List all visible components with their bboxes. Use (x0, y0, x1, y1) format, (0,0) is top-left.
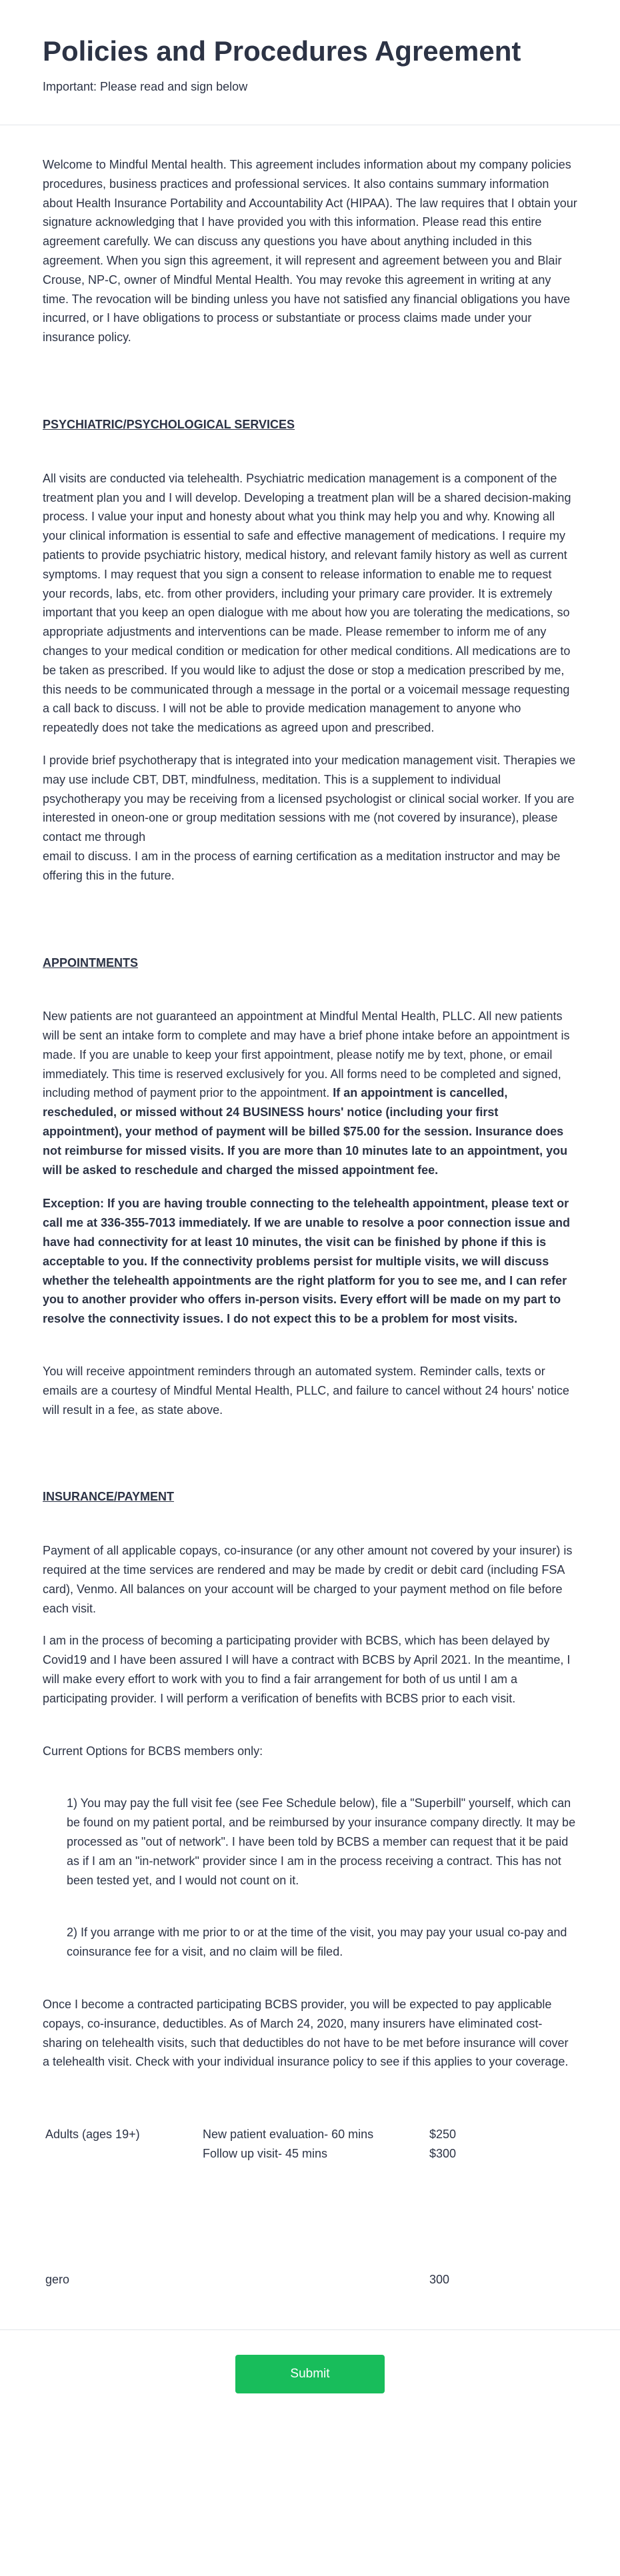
insurance-heading: INSURANCE/PAYMENT (43, 1490, 175, 1504)
insurance-paragraph-2: I am in the process of becoming a participating provider with BCBS, which has been delayed by Covid19 and I have been assured I will have a contract with BCBS by April 2021. In the meantime, I will make every effort to work with you to find a fair arrangement for both of us until I am a participating provider. I will perform a verification of benefits with BCBS prior to each visit. (43, 1634, 571, 1705)
intro-paragraph: Welcome to Mindful Mental health. This agreement includes information about my company policies procedures, business practices and professional services. It also contains summary information about Health Insurance Portability and Accountability Act (HIPAA). The law requires that I obtain your signature acknowledging that I have provided you with this information. Please read this entire agreement carefully. We can discuss any questions you have about anything included in this agreement. When you sign this agreement, it will represent and agreement between you and Blair Crouse, NP-C, owner of Mindful Mental Health. You may revoke this agreement in writing at any time. The revocation will be binding unless you have not satisfied any financial obligations you have incurred, or I have obligations to process or substantiate or process claims made under your insurance policy. (43, 158, 577, 344)
appointments-text: New patients are not guaranteed an appointment at Mindful Mental Health, PLLC. All new patients will be sent an intake form to complete and may have a brief phone intake before an appointment is made. If you are unable to keep your first appointment, please notify me by text, phone, or email immediately. This time is reserved exclusively for you. All forms need to be completed and signed, including method of payment prior to the appointment. (43, 1009, 570, 1100)
fee-schedule-table (43, 2125, 577, 2164)
agreement-body (0, 155, 620, 2289)
bcbs-options-label: Current Options for BCBS members only: (43, 1744, 263, 1758)
bcbs-option-1: 1) You may pay the full visit fee (see Fee Schedule below), file a "Superbill" yourself, which can be found on my patient portal, and be reimbursed by your insurance company directly. It may be processed as "out of network". I have been told by BCBS a member can request that it be paid as if I am an "in-network" provider since I am in the process receiving a contract. This has not been tested yet, and I would not count on it. (67, 1796, 576, 1887)
form-header (0, 0, 620, 125)
insurance-paragraph-3: Once I become a contracted participating BCBS provider, you will be expected to pay applicable copays, co-insurance, deductibles. As of March 24, 2020, many insurers have eliminated cost-sharing on telehealth visits, such that deductibles do not have to be met before insurance will cover a telehealth visit. Check with your individual insurance policy to see if this applies to your coverage. (43, 1997, 569, 2069)
fee-extra-row (43, 2270, 577, 2289)
cancellation-policy-text: If an appointment is cancelled, rescheduled, or missed without 24 BUSINESS hours' notice (including your first appointment), your method of payment will be billed $75.00 for the session. Insurance does not reimburse for missed visits. If you are more than 10 minutes late to an appointment, you will be asked to reschedule and charged the missed appointment fee. (43, 1086, 568, 1177)
fee-price: $250 (429, 2128, 457, 2142)
fee-group-label: Adults (ages 19+) (45, 2128, 140, 2142)
form-footer (0, 2329, 620, 2429)
connectivity-exception-text: Exception: If you are having trouble connecting to the telehealth appointment, please text or call me at 336-355-7013 immediately. If we are unable to resolve a poor connection issue and have had connectivity for at least 10 minutes, the visit can be finished by phone if this is acceptable to you. If the connectivity problems persist for multiple visits, we will discuss whether the telehealth appointments are the right platform for you to see me, and I can refer you to another provider who offers in-person visits. Every effort will be made on my part to resolve the connectivity issues. I do not expect this to be a problem for most visits. (43, 1197, 570, 1326)
reminders-paragraph: You will receive appointment reminders through an automated system. Reminder calls, texts or emails are a courtesy of Mindful Mental Health, PLLC, and failure to cancel without 24 hours' notice will result in a fee, as state above. (43, 1365, 569, 1417)
fee-extra-label: gero (45, 2272, 70, 2286)
services-paragraph-1: All visits are conducted via telehealth. Psychiatric medication management is a component of the treatment plan you and I will develop. Developing a treatment plan will be a shared decision-making process. I value your input and honesty about what you think may help you and why. Knowing all your clinical information is essential to safe and effective management of medications. I require my patients to provide psychiatric history, medical history, and relevant family history as well as current symptoms. I may request that you sign a consent to release information to enable me to request your records, labs, etc. from other providers, including your primary care provider. It is extremely important that you keep an open dialogue with me about how you are tolerating the medications, so appropriate adjustments and interventions can be made. Please remember to inform me of any changes to your medical condition or medication for other medical conditions. All medications are to be taken as prescribed. If you would like to adjust the dose or stop a medication prescribed by me, this needs to be communicated through a message in the portal or a voicemail message requesting a call back to discuss. I will not be able to provide medication management to anyone who repeatedly does not take the medications as agreed upon and prescribed. (43, 471, 571, 735)
fee-extra-value: 300 (429, 2272, 450, 2286)
fee-price: $300 (429, 2146, 457, 2160)
services-heading: PSYCHIATRIC/PSYCHOLOGICAL SERVICES (43, 417, 295, 431)
fee-service: New patient evaluation- 60 mins (203, 2128, 374, 2142)
appointments-paragraph (43, 1007, 577, 1179)
insurance-paragraph-1: Payment of all applicable copays, co-insurance (or any other amount not covered by your insurer) is required at the time services are rendered and may be made by credit or debit card (including FSA card), Venmo. All balances on your account will be charged to your payment method on file before each visit. (43, 1544, 573, 1615)
submit-button[interactable]: Submit (235, 2355, 385, 2393)
page-subtitle: Important: Please read and sign below (43, 80, 248, 94)
appointments-heading: APPOINTMENTS (43, 956, 139, 969)
bcbs-option-2: 2) If you arrange with me prior to or at the time of the visit, you may pay your usual co-pay and coinsurance fee for a visit, and no claim will be filed. (67, 1926, 567, 1959)
page-title: Policies and Procedures Agreement (43, 35, 521, 67)
services-paragraph-2 (43, 751, 577, 886)
fee-service: Follow up visit- 45 mins (203, 2146, 328, 2160)
services-paragraph-2a: I provide brief psychotherapy that is integrated into your medication management visit. Therapies we may use include CBT, DBT, mindfulness, meditation. This is a supplement to individual psychotherapy you may be receiving from a licensed psychologist or clinical social worker. If you are interested in oneon-one or group meditation sessions with me (not covered by insurance), please contact me through (43, 753, 576, 844)
services-paragraph-2b: email to discuss. I am in the process of earning certification as a meditation instructor and may be offering this in the future. (43, 849, 561, 882)
